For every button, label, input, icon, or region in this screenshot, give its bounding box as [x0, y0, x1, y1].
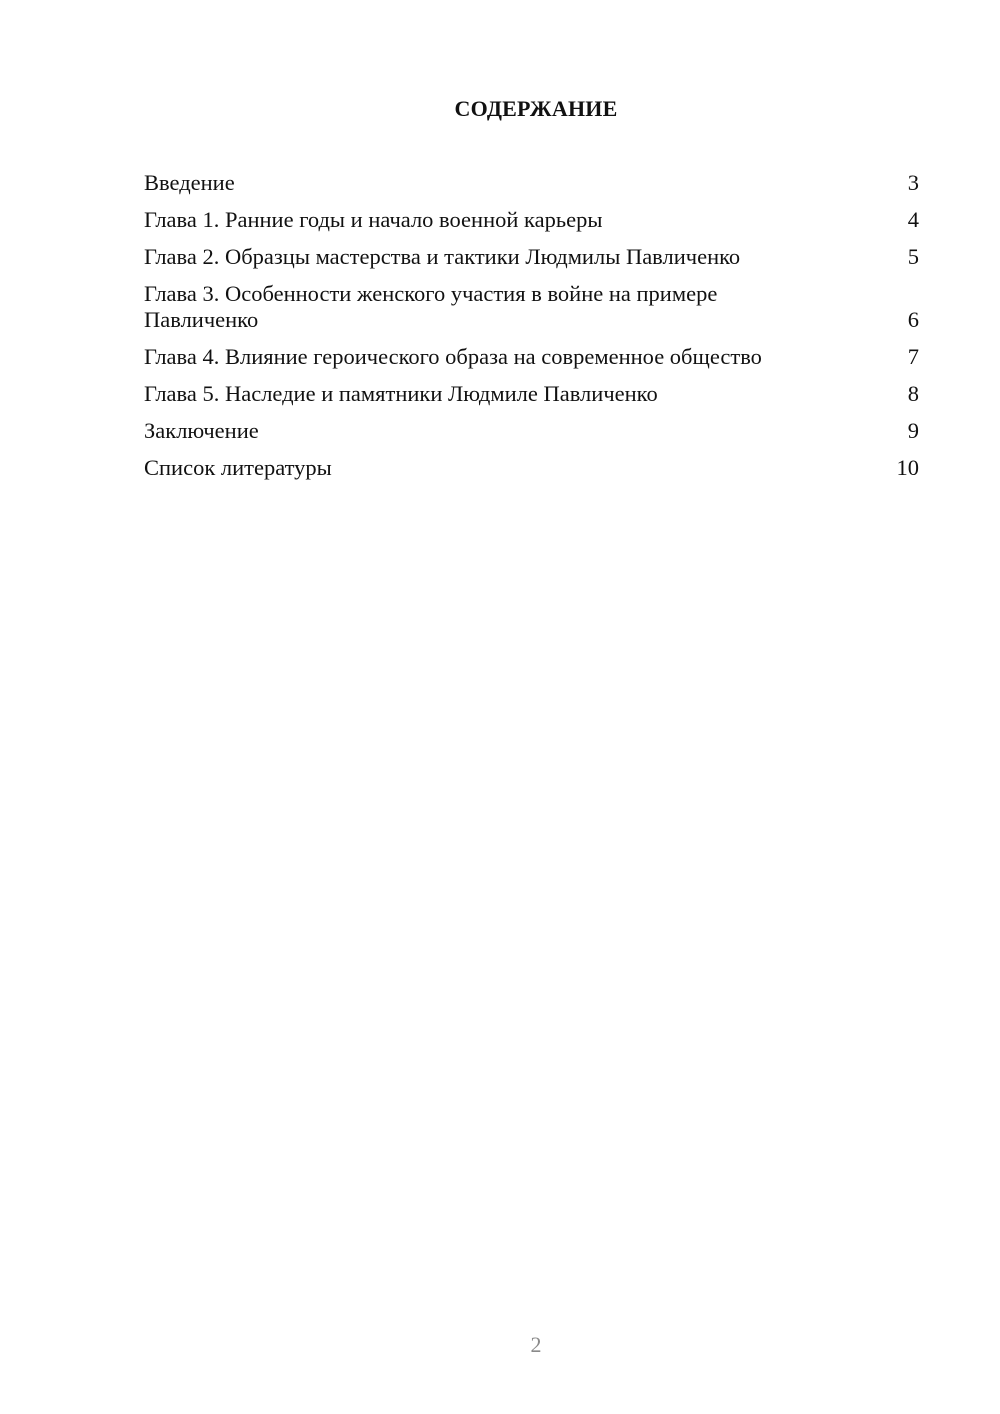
toc-entry-chapter-2	[144, 244, 919, 270]
toc-entry-page-number: 3	[907, 170, 919, 195]
toc-entry-page-number: 9	[907, 418, 919, 443]
toc-entry-label: Список литературы	[144, 455, 332, 480]
toc-entry-page-number: 6	[907, 307, 919, 332]
toc-entry-label: Глава 3. Особенности женского участия в войне на примере Павличенко	[144, 281, 718, 332]
toc-entry-label: Глава 2. Образцы мастерства и тактики Людмилы Павличенко	[144, 244, 741, 269]
toc-entry-label: Глава 1. Ранние годы и начало военной карьеры	[144, 207, 603, 232]
toc-entry-label: Заключение	[144, 418, 259, 443]
toc-entry-page-number: 7	[907, 344, 919, 369]
page-number: 2	[530, 1332, 542, 1357]
toc-entry-chapter-5	[144, 381, 919, 407]
toc-entry-label: Введение	[144, 170, 235, 195]
toc-entry-page-number: 8	[907, 381, 919, 406]
toc-entry-page-number: 4	[907, 207, 919, 232]
toc-entry-chapter-3	[144, 281, 919, 333]
toc-entry-chapter-1	[144, 207, 919, 233]
toc-entry-bibliography	[144, 455, 919, 481]
toc-entry-introduction	[144, 170, 919, 196]
toc-entry-label: Глава 4. Влияние героического образа на современное общество	[144, 344, 762, 369]
toc-entry-page-number: 5	[907, 244, 919, 269]
page-title: СОДЕРЖАНИЕ	[454, 96, 618, 121]
toc-entry-label: Глава 5. Наследие и памятники Людмиле Павличенко	[144, 381, 658, 406]
toc-entry-page-number: 10	[896, 455, 919, 480]
table-of-contents	[144, 170, 919, 492]
toc-entry-chapter-4	[144, 344, 919, 370]
toc-entry-conclusion	[144, 418, 919, 444]
